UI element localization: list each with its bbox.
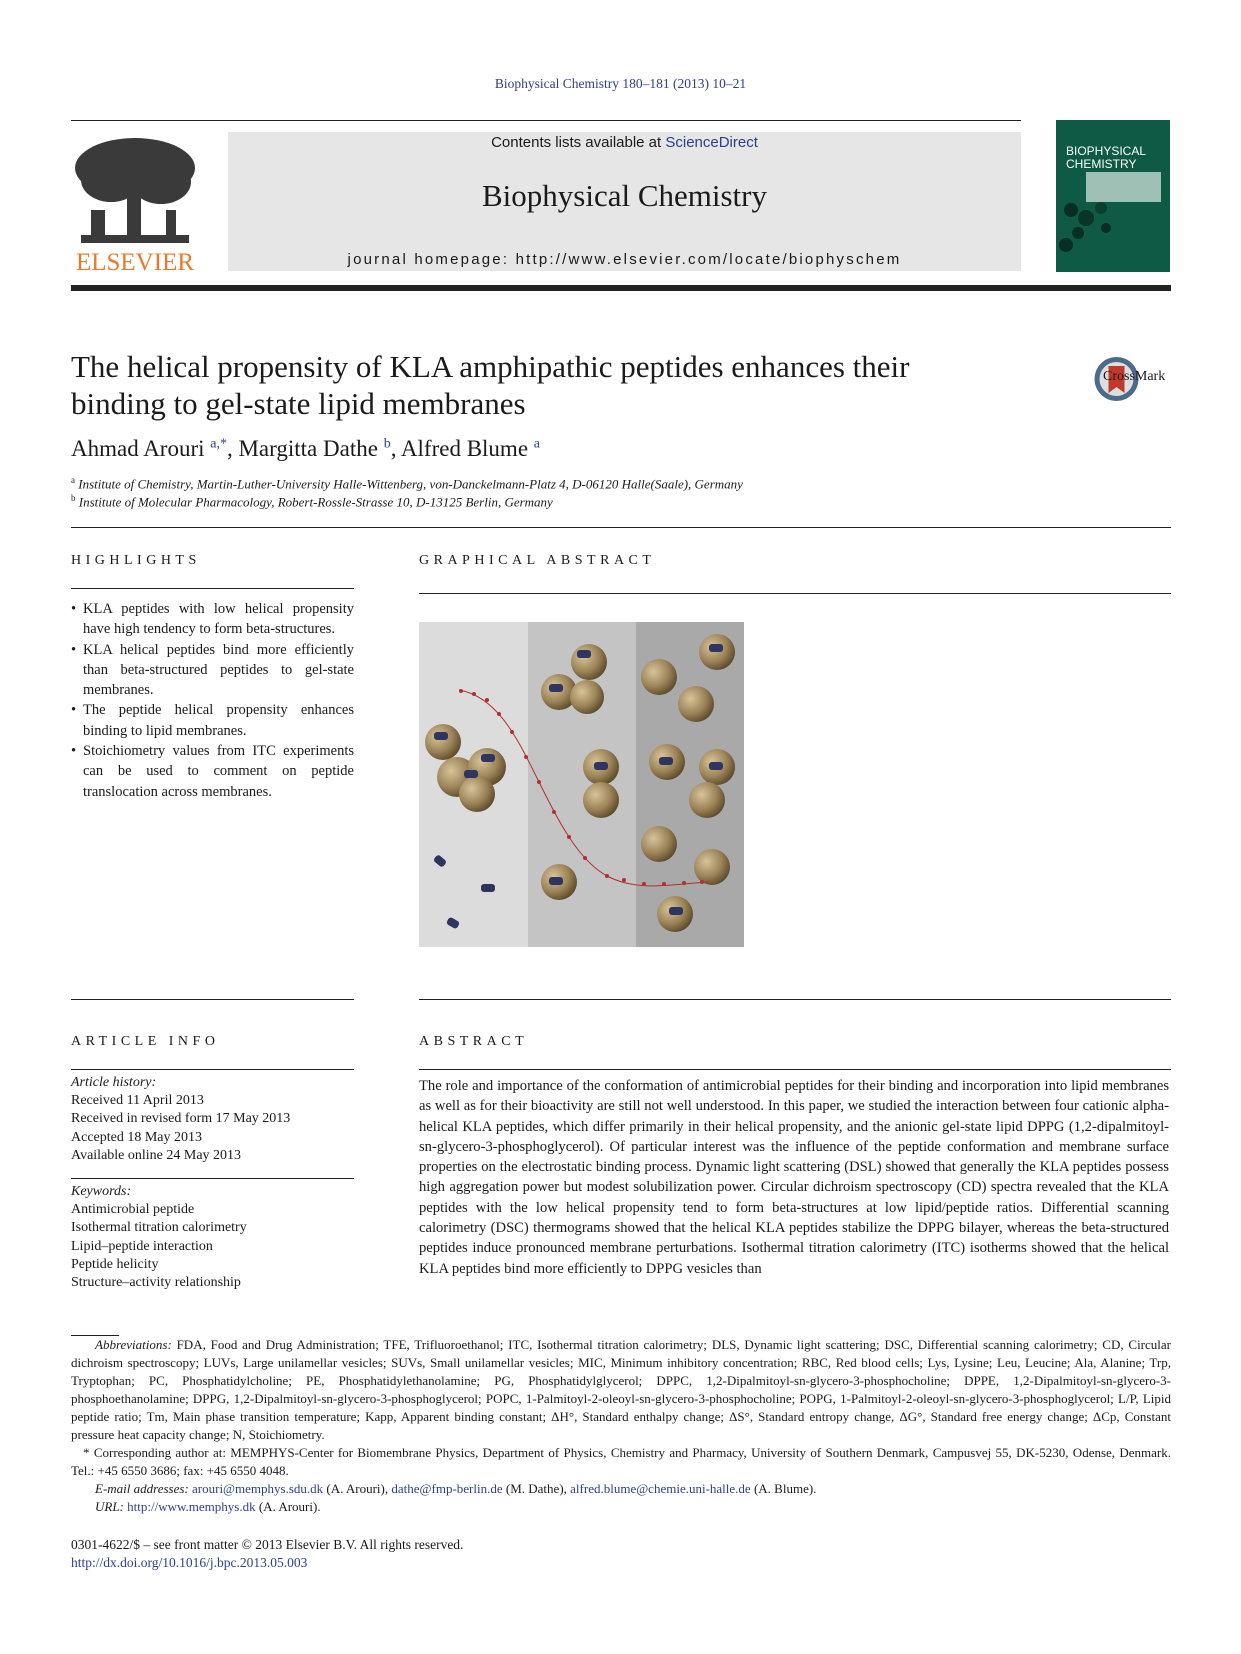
- author-name[interactable]: Alfred Blume: [400, 436, 529, 461]
- contents-line: [228, 134, 1021, 151]
- highlight-item: • The peptide helical propensity enhances binding to lipid membranes.: [71, 700, 354, 741]
- footnotes: [71, 1336, 1171, 1516]
- url-owner: (A. Arouri).: [255, 1499, 321, 1514]
- keyword-item: Lipid–peptide interaction: [71, 1238, 213, 1254]
- affiliation-text: Institute of Molecular Pharmacology, Robert-Rossle-Strasse 10, D-13125 Berlin, Germany: [78, 494, 553, 510]
- author-affiliation-mark[interactable]: a,*: [210, 436, 227, 452]
- highlights-list: [71, 599, 354, 802]
- history-item: Available online 24 May 2013: [71, 1147, 242, 1163]
- abstract-heading: ABSTRACT: [419, 1034, 529, 1049]
- article-history: [71, 1074, 290, 1165]
- keywords-label: Keywords:: [71, 1184, 132, 1199]
- highlight-item: • KLA helical peptides bind more efficiently than beta-structured peptides to gel-state membranes.: [71, 640, 354, 701]
- title-line-2: binding to gel-state lipid membranes: [71, 386, 526, 421]
- journal-homepage[interactable]: journal homepage: http://www.elsevier.com/locate/biophyschem: [347, 251, 902, 268]
- cover-art: [1056, 120, 1170, 272]
- email-label: E-mail addresses:: [95, 1481, 189, 1496]
- history-item: Received in revised form 17 May 2013: [71, 1111, 291, 1127]
- article-title: [71, 348, 971, 422]
- keyword-item: Peptide helicity: [71, 1256, 159, 1272]
- article-info-heading: ARTICLE INFO: [71, 1034, 220, 1049]
- abstract-text: The role and importance of the conformation of antimicrobial peptides for their binding and incorporation into lipid membranes as well as for their bioactivity are still not well understood. In this paper, we studied the interaction between four cationic alpha-helical KLA peptides, which differ primarily in their helical propensity, and the anionic gel-state lipid DPPG (1,2-dipalmitoyl-sn-glycero-3-phosphoglycerol). Of particular interest was the influence of the peptide conformation and membrane surface properties on the electrostatic binding process. Dynamic light scattering (DSL) showed that generally the KLA peptides possess high aggregation power but modest solubilization power. Circular dichroism spectroscopy (CD) spectra revealed that the KLA peptides with the low helical propensity tend to form beta-structures at low lipid/peptide ratios. Differential scanning calorimetry (DSC) thermograms showed that the helical KLA peptides stabilize the DPPG bilayer, whereas the beta-structured peptides induce pronounced membrane perturbations. Isothermal titration calorimetry (ITC) isotherms showed that the helical KLA peptides bind more efficiently to DPPG vesicles than: [419, 1078, 1169, 1277]
- keyword-item: Antimicrobial peptide: [71, 1202, 195, 1218]
- highlight-item: • Stoichiometry values from ITC experiments can be used to comment on peptide translocation across membranes.: [71, 741, 354, 802]
- email-owner: (A. Arouri),: [323, 1481, 392, 1496]
- abbreviations-label: Abbreviations:: [95, 1337, 172, 1352]
- abbreviations-text: FDA, Food and Drug Administration; TFE, Trifluoroethanol; ITC, Isothermal titration calorimetry; DLS, Dynamic light scattering; DSC, Differential scanning calorimetry; CD, Circular dichroism spectroscopy; LUVs, Large unilamellar vesicles; SUVs, Small unilamellar vesicles; MIC, Minimum inhibitory concentration; RBC, Red blood cells; Lys, Lysine; Leu, Leucine; Ala, Alanine; Trp, Tryptophan; PC, Phosphatidylcholine; PE, Phosphatidylethanolamine; PG, Phosphatidylglycerol; DPPC, 1,2-Dipalmitoyl-sn-glycero-3-phosphocholine; DPPE, 1,2-Dipalmitoyl-sn-glycero-3-phosphoethanolamine; DPPG, 1,2-Dipalmitoyl-sn-glycero-3-phosphoglycerol; POPC, 1-Palmitoyl-2-oleoyl-sn-glycero-3-phosphocholine; POPG, 1-Palmitoyl-2-oleoyl-sn-glycero-3-phosphoglycerol; L/P, Lipid peptide ratio; Tm, Main phase transition temperature; Kapp, Apparent binding constant; ΔH°, Standard enthalpy change; ΔS°, Standard entropy change, ΔG°, Standard free energy change; ΔCp, Constant pressure heat capacity change; N, Stoichiometry.: [71, 1337, 1171, 1442]
- affiliation-mark: a: [71, 475, 75, 485]
- author-list: Ahmad Arouri $^{a,*}$, Margitta Dathe $^b$, Alfred Blume $^a$: [71, 436, 540, 461]
- email-link[interactable]: dathe@fmp-berlin.de: [391, 1481, 503, 1496]
- graphical-abstract-heading: GRAPHICAL ABSTRACT: [419, 553, 656, 568]
- keyword-item: Isothermal titration calorimetry: [71, 1220, 247, 1236]
- cover-title-line1: BIOPHYSICAL: [1066, 144, 1147, 158]
- journal-title: Biophysical Chemistry: [481, 178, 767, 213]
- affiliation-mark: b: [71, 493, 76, 503]
- article-info-top-rule: [71, 999, 354, 1000]
- keywords-rule: [71, 1178, 354, 1179]
- email-link[interactable]: arouri@memphys.sdu.dk: [192, 1481, 324, 1496]
- url-label: URL:: [95, 1499, 124, 1514]
- cover-title-line2: CHEMISTRY: [1066, 157, 1137, 171]
- author-name[interactable]: Ahmad Arouri: [71, 436, 205, 461]
- corresponding-author-footnote: * Corresponding author at: MEMPHYS-Center for Biomembrane Physics, Department of Physics, Chemistry and Pharmacy, University of Southern Denmark, Campusvej 55, DK-5230, Odense, Denmark. Tel.: +45 6550 3686; fax: +45 6550 4048.: [71, 1445, 1171, 1478]
- url-footnote: [71, 1498, 1171, 1516]
- sciencedirect-link[interactable]: ScienceDirect: [665, 134, 758, 151]
- crossmark-label[interactable]: CrossMark: [1103, 369, 1166, 384]
- email-footnote: [71, 1480, 1171, 1498]
- journal-cover: [1056, 120, 1170, 272]
- highlight-item: • KLA peptides with low helical propensity have high tendency to form beta-structures.: [71, 599, 354, 640]
- email-owner: (A. Blume).: [750, 1481, 817, 1496]
- affiliation: [71, 493, 553, 510]
- author-affiliation-mark[interactable]: b: [383, 436, 391, 452]
- affiliation: [71, 475, 743, 492]
- abbreviations-footnote: [71, 1336, 1171, 1444]
- author-name[interactable]: Margitta Dathe: [238, 436, 378, 461]
- contents-prefix: Contents lists available at: [491, 134, 666, 151]
- highlights-heading: HIGHLIGHTS: [71, 553, 201, 568]
- url-link[interactable]: http://www.memphys.dk: [127, 1499, 256, 1514]
- journal-reference[interactable]: Biophysical Chemistry 180–181 (2013) 10–21: [494, 76, 747, 91]
- keywords: [71, 1183, 247, 1292]
- email-link[interactable]: alfred.blume@chemie.uni-halle.de: [570, 1481, 751, 1496]
- affiliation-text: Institute of Chemistry, Martin-Luther-University Halle-Wittenberg, von-Danckelmann-Platz 4, D-06120 Halle(Saale), Germany: [78, 476, 743, 492]
- graphical-abstract-rule: [419, 593, 1171, 594]
- keyword-item: Structure–activity relationship: [71, 1275, 241, 1291]
- header-rule: [71, 120, 1021, 121]
- highlights-rule: [71, 588, 354, 589]
- issn-line: 0301-4622/$ – see front matter © 2013 Elsevier B.V. All rights reserved.: [71, 1537, 464, 1552]
- abstract-rule: [419, 1069, 1171, 1070]
- email-owner: (M. Dathe),: [502, 1481, 571, 1496]
- history-item: Accepted 18 May 2013: [71, 1129, 203, 1145]
- graphical-abstract-image: [419, 622, 744, 947]
- elsevier-wordmark: ELSEVIER: [75, 249, 195, 275]
- history-item: Received 11 April 2013: [71, 1093, 204, 1109]
- header-thick-rule: [71, 285, 1171, 291]
- elsevier-logo: [71, 130, 199, 275]
- section-rule: [71, 527, 1171, 528]
- author-affiliation-mark[interactable]: a: [533, 436, 540, 452]
- title-line-1: The helical propensity of KLA amphipathic peptides enhances their: [71, 349, 910, 384]
- article-info-rule: [71, 1069, 354, 1070]
- doi-link[interactable]: http://dx.doi.org/10.1016/j.bpc.2013.05.003: [71, 1555, 308, 1570]
- abstract-top-rule: [419, 999, 1171, 1000]
- article-history-label: Article history:: [71, 1075, 157, 1090]
